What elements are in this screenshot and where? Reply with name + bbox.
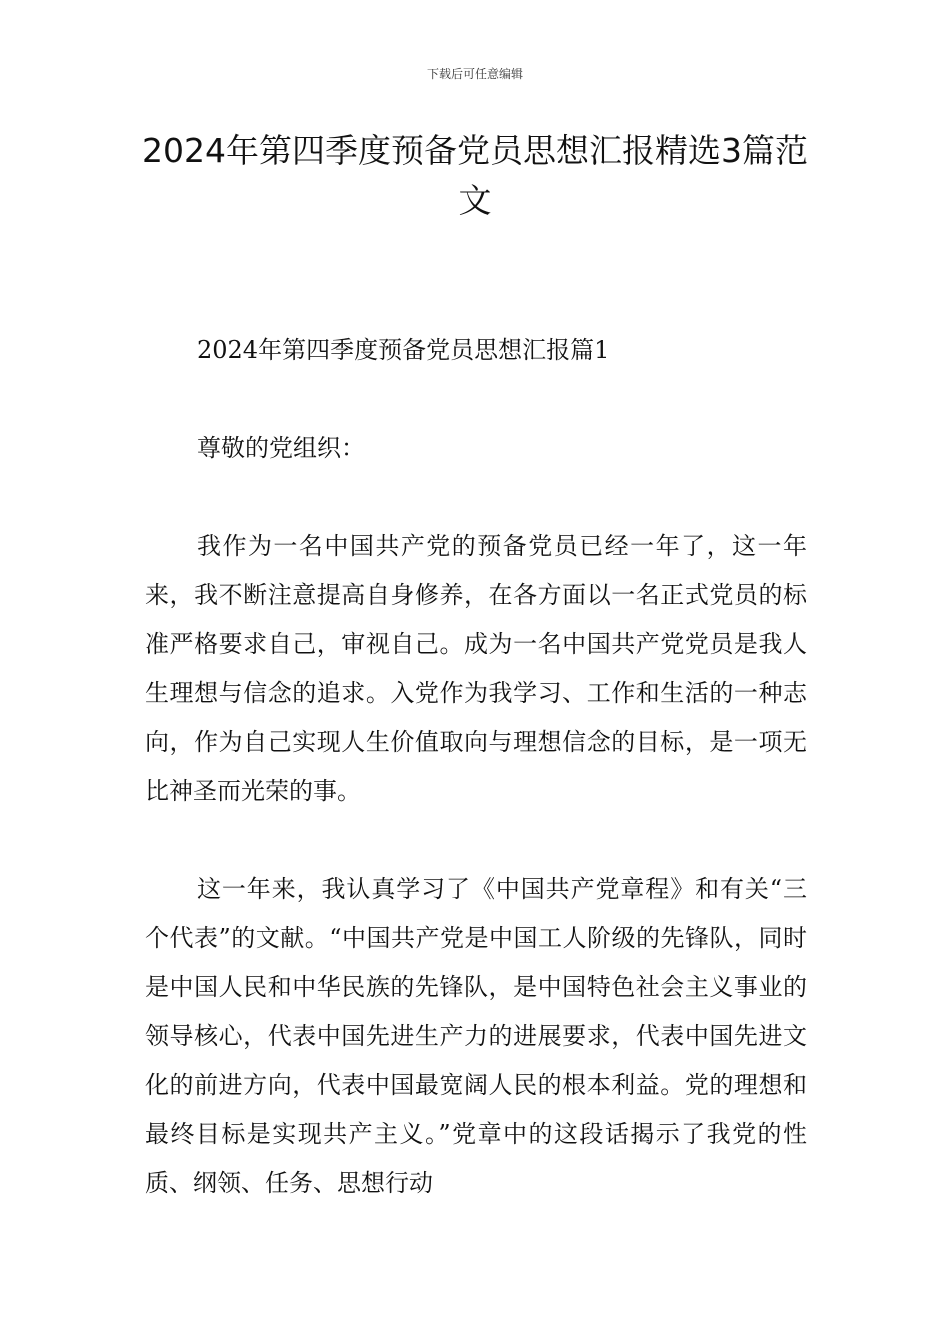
page-header-note: 下载后可任意编辑 [426,67,523,81]
document-title: 2024年第四季度预备党员思想汇报精选3篇范文 [142,131,808,220]
section-heading: 2024年第四季度预备党员思想汇报篇1 [197,336,610,364]
body-paragraph-1: 我作为一名中国共产党的预备党员已经一年了，这一年来，我不断注意提高自身修养，在各方面以一名正式党员的标准严格要求自己，审视自己。成为一名中国共产党党员是我人生理想与信念的追求。入党作为我学习、工作和生活的一种志向，作为自己实现人生价值取向与理想信念的目标，是一项无比神圣而光荣的事。 [145,532,807,805]
salutation: 尊敬的党组织： [197,434,365,462]
body-paragraph-2: 这一年来，我认真学习了《中国共产党章程》和有关“三个代表”的文献。“中国共产党是中国工人阶级的先锋队，同时是中国人民和中华民族的先锋队，是中国特色社会主义事业的领导核心，代表中国先进生产力的进展要求，代表中国先进文化的前进方向，代表中国最宽阔人民的根本利益。党的理想和最终目标是实现共产主义。”党章中的这段话揭示了我党的性质、纲领、任务、思想行动 [145,875,807,1197]
